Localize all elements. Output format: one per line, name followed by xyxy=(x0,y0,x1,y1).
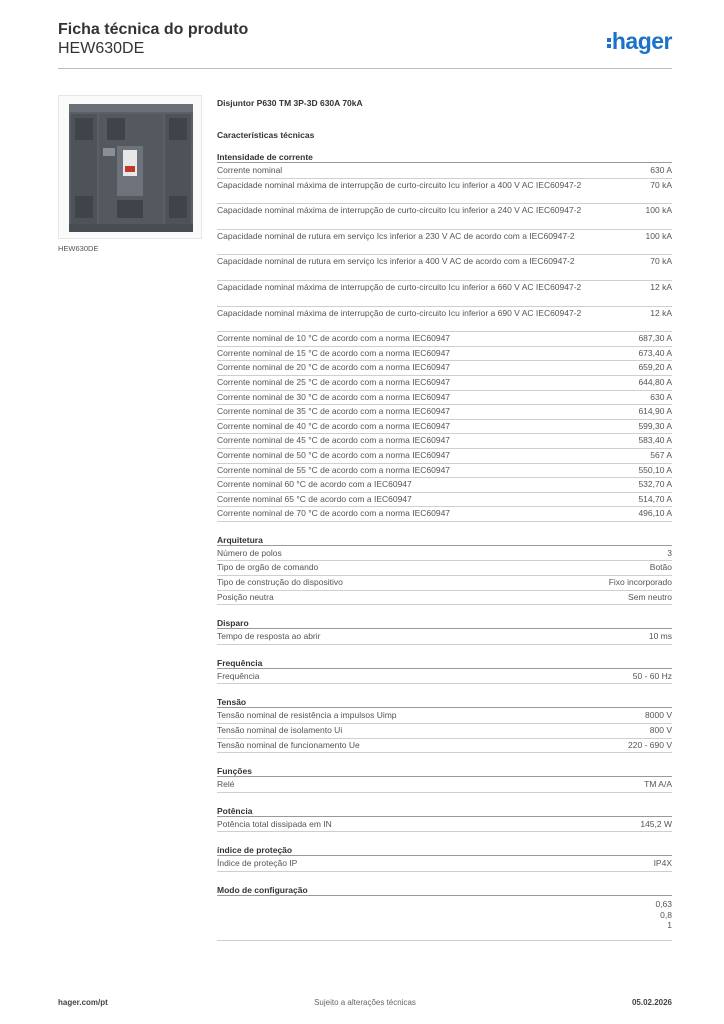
spec-section xyxy=(217,844,672,872)
spec-label: Capacidade nominal máxima de interrupção de curto-circuito Icu inferior a 240 V AC IEC60947-2 xyxy=(217,205,582,216)
spec-row xyxy=(217,709,672,724)
spec-value: 50 - 60 Hz xyxy=(632,670,672,681)
spec-value: 145,2 W xyxy=(640,818,672,829)
spec-value: 567 A xyxy=(650,449,672,460)
spec-row xyxy=(217,332,672,347)
section-title: Modo de configuração xyxy=(217,884,672,896)
spec-label: Capacidade nominal máxima de interrupção de curto-circuito Icu inferior a 400 V AC IEC60947-2 xyxy=(217,179,582,190)
spec-label: Frequência xyxy=(217,670,260,681)
spec-label: Corrente nominal 60 °C de acordo com a IEC60947 xyxy=(217,479,412,490)
spec-row xyxy=(217,591,672,606)
spec-label: Corrente nominal de 30 °C de acordo com a norma IEC60947 xyxy=(217,391,451,402)
spec-row xyxy=(217,434,672,449)
spec-label: Corrente nominal de 15 °C de acordo com a norma IEC60947 xyxy=(217,347,451,358)
product-description: Disjuntor P630 TM 3P-3D 630A 70kA xyxy=(217,98,363,108)
spec-row xyxy=(217,255,672,281)
page-header xyxy=(58,20,672,68)
technical-content xyxy=(217,97,672,941)
spec-section xyxy=(217,884,672,941)
spec-row xyxy=(217,405,672,420)
spec-value: 70 kA xyxy=(650,256,672,267)
spec-label: Tensão nominal de resistência a impulsos Uimp xyxy=(217,710,397,721)
spec-label: Corrente nominal xyxy=(217,165,283,175)
spec-value: 687,30 A xyxy=(638,333,672,344)
spec-row xyxy=(217,724,672,739)
spec-value: 583,40 A xyxy=(638,435,672,446)
spec-row xyxy=(217,164,672,179)
spec-value: 514,70 A xyxy=(638,493,672,504)
spec-label: Tempo de resposta ao abrir xyxy=(217,631,321,642)
section-title: índice de proteção xyxy=(217,844,672,856)
spec-value: 614,90 A xyxy=(638,406,672,417)
spec-value: 532,70 A xyxy=(638,479,672,490)
spec-value: 800 V xyxy=(649,725,672,736)
spec-row xyxy=(217,391,672,406)
spec-row xyxy=(217,281,672,307)
spec-value: TM A/A xyxy=(644,779,672,790)
header-divider xyxy=(58,68,672,69)
spec-section xyxy=(217,534,672,605)
spec-label: Corrente nominal de 10 °C de acordo com a norma IEC60947 xyxy=(217,333,451,344)
spec-row xyxy=(217,361,672,376)
spec-section xyxy=(217,657,672,685)
spec-row xyxy=(217,449,672,464)
spec-value: 673,40 A xyxy=(638,347,672,358)
spec-row xyxy=(217,897,672,941)
footer-date: 05.02.2026 xyxy=(631,998,672,1007)
spec-label: Tensão nominal de funcionamento Ue xyxy=(217,739,360,750)
spec-row xyxy=(217,347,672,362)
footer-website: hager.com/pt xyxy=(58,998,108,1007)
spec-label: Posição neutra xyxy=(217,591,274,602)
logo-dots-icon xyxy=(607,36,611,50)
spec-label: Corrente nominal de 50 °C de acordo com a norma IEC60947 xyxy=(217,449,451,460)
spec-section xyxy=(217,805,672,833)
spec-value: 8000 V xyxy=(645,710,672,721)
spec-label: Tensão nominal de isolamento Ui xyxy=(217,725,343,736)
spec-value: 496,10 A xyxy=(638,508,672,519)
section-title: Frequência xyxy=(217,657,672,669)
spec-label: Corrente nominal de 20 °C de acordo com a norma IEC60947 xyxy=(217,362,451,373)
spec-section xyxy=(217,617,672,645)
spec-value: 0,63 0,8 1 xyxy=(655,899,672,930)
spec-label: Corrente nominal de 45 °C de acordo com a norma IEC60947 xyxy=(217,435,451,446)
spec-row xyxy=(217,670,672,685)
spec-row xyxy=(217,230,672,256)
spec-value: Fixo incorporado xyxy=(608,577,672,588)
spec-row xyxy=(217,739,672,754)
spec-value: 12 kA xyxy=(650,281,672,292)
spec-label: Tipo de orgão de comando xyxy=(217,562,319,573)
hager-logo xyxy=(607,28,672,55)
section-title: Arquitetura xyxy=(217,534,672,546)
spec-label: Potência total dissipada em IN xyxy=(217,818,332,829)
section-title: Funções xyxy=(217,765,672,777)
spec-value: 599,30 A xyxy=(638,420,672,431)
spec-row xyxy=(217,307,672,333)
spec-section xyxy=(217,151,672,522)
spec-value: Botão xyxy=(649,562,672,573)
logo-text: hager xyxy=(611,28,672,54)
product-code: HEW630DE xyxy=(58,40,145,57)
spec-row xyxy=(217,576,672,591)
spec-row xyxy=(217,547,672,562)
spec-value: 10 ms xyxy=(648,631,672,642)
spec-value: 630 A xyxy=(650,165,672,175)
spec-value: 100 kA xyxy=(645,230,672,241)
spec-value: 550,10 A xyxy=(638,464,672,475)
spec-value: 12 kA xyxy=(650,307,672,318)
spec-label: Tipo de construção do dispositivo xyxy=(217,577,343,588)
spec-row xyxy=(217,478,672,493)
spec-row xyxy=(217,778,672,793)
spec-value: 100 kA xyxy=(645,205,672,216)
spec-label: Capacidade nominal máxima de interrupção de curto-circuito Icu inferior a 690 V AC IEC60947-2 xyxy=(217,307,582,318)
spec-value: 659,20 A xyxy=(638,362,672,373)
spec-row xyxy=(217,204,672,230)
spec-label: Capacidade nominal máxima de interrupção de curto-circuito Icu inferior a 660 V AC IEC60947-2 xyxy=(217,281,582,292)
spec-label: Número de polos xyxy=(217,547,282,558)
spec-section xyxy=(217,696,672,753)
product-image xyxy=(58,95,202,239)
spec-value: 644,80 A xyxy=(638,376,672,387)
section-title: Tensão xyxy=(217,696,672,708)
section-title: Disparo xyxy=(217,617,672,629)
spec-value: 630 A xyxy=(650,391,672,402)
document-title: Ficha técnica do produto xyxy=(58,21,249,38)
spec-label: Corrente nominal de 70 °C de acordo com a norma IEC60947 xyxy=(217,508,451,519)
spec-label: Corrente nominal de 55 °C de acordo com a norma IEC60947 xyxy=(217,464,451,475)
technical-characteristics-heading: Características técnicas xyxy=(217,130,315,140)
spec-label: Corrente nominal 65 °C de acordo com a IEC60947 xyxy=(217,493,412,504)
spec-label: Corrente nominal de 35 °C de acordo com a norma IEC60947 xyxy=(217,406,451,417)
spec-row xyxy=(217,420,672,435)
spec-row xyxy=(217,376,672,391)
spec-label: Índice de proteção IP xyxy=(217,858,298,869)
spec-label: Capacidade nominal de rutura em serviço Ics inferior a 400 V AC de acordo com a IEC60947-2 xyxy=(217,256,575,267)
spec-row xyxy=(217,179,672,205)
spec-value: Sem neutro xyxy=(628,591,672,602)
footer-notice: Sujeito a alterações técnicas xyxy=(314,998,416,1007)
spec-label: Relé xyxy=(217,779,235,790)
spec-row xyxy=(217,857,672,872)
spec-label: Corrente nominal de 25 °C de acordo com a norma IEC60947 xyxy=(217,376,451,387)
spec-label: Corrente nominal de 40 °C de acordo com a norma IEC60947 xyxy=(217,420,451,431)
spec-value: 220 - 690 V xyxy=(628,739,672,750)
spec-row xyxy=(217,507,672,522)
image-caption: HEW630DE xyxy=(58,244,99,253)
spec-row xyxy=(217,630,672,645)
spec-section xyxy=(217,765,672,793)
section-title: Intensidade de corrente xyxy=(217,151,672,163)
spec-row xyxy=(217,493,672,508)
spec-value: 70 kA xyxy=(650,179,672,190)
circuit-breaker-image xyxy=(59,96,201,238)
spec-label: Capacidade nominal de rutura em serviço Ics inferior a 230 V AC de acordo com a IEC60947-2 xyxy=(217,230,575,241)
spec-row xyxy=(217,818,672,833)
spec-sections xyxy=(217,151,672,941)
spec-value: 3 xyxy=(667,547,672,558)
spec-row xyxy=(217,464,672,479)
spec-value: IP4X xyxy=(653,858,672,869)
section-title: Potência xyxy=(217,805,672,817)
spec-row xyxy=(217,561,672,576)
